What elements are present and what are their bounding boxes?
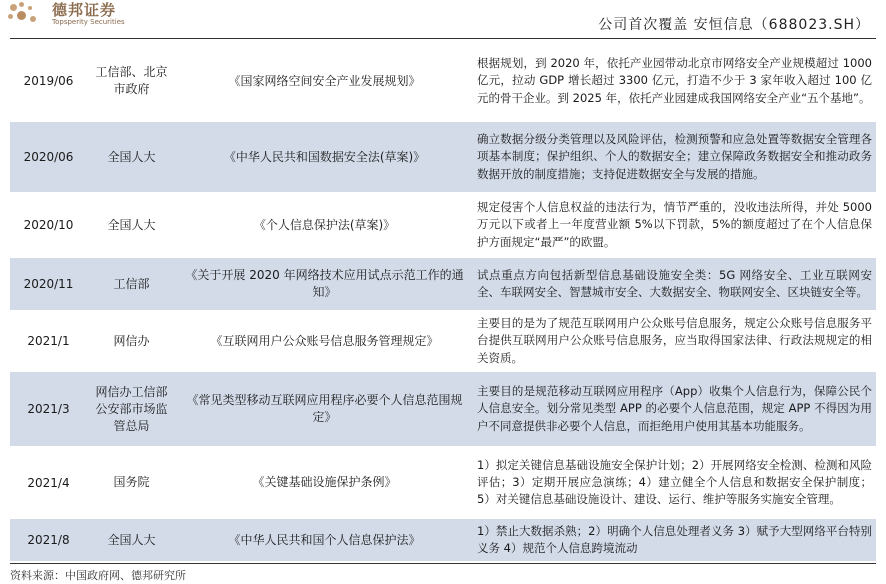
cell-policy-title: 《互联网用户公众账号信息服务管理规定》 xyxy=(210,333,439,348)
cell-content: 主要目的是规范移动互联网应用程序（App）收集个人信息行为，保障公民个人信息安全。划分常见类型 APP 的必要个人信息范围，规定 APP 不得因为用户不同意提供非必要个人信息，而拒绝用户使用其基本功能服务。 xyxy=(473,372,876,446)
table-row xyxy=(10,192,876,258)
cell-content: 规定侵害个人信息权益的违法行为，情节严重的，没收违法所得，并处 5000 万元以下或者上一年度营业额 5%以下罚款，5%的额度超过了在个人信息保护方面规定“最严”的欧盟。 xyxy=(477,200,872,249)
cell-policy-title: 《关于开展 2020 年网络技术应用试点示范工作的通知》 xyxy=(176,258,473,310)
cell-policy-title: 《常见类型移动互联网应用程序必要个人信息范围规定》 xyxy=(176,372,473,446)
report-title: 公司首次覆盖 安恒信息（688023.SH） xyxy=(598,17,870,33)
cell-content: 确立数据分级分类管理以及风险评估，检测预警和应急处置等数据安全管理各项基本制度；保护组织、个人的数据安全；建立保障政务数据安全和推动政务数据开放的制度措施；支持促进数据安全与发展的措施。 xyxy=(473,122,876,192)
cell-department: 工信部 xyxy=(87,258,176,310)
logo-text xyxy=(52,2,125,27)
cell-department: 全国人大 xyxy=(107,217,156,232)
cell-department: 工信部、北京市政府 xyxy=(95,65,168,96)
cell-content: 1）拟定关键信息基础设施安全保护计划；2）开展网络安全检测、检测和风险评估；3）定期开展应急演练；4）建立健全个人信息和数据安全保护制度；5）对关键信息基础设施设计、建设、运行、维护等服务实施安全管理。 xyxy=(477,457,872,507)
cell-department: 全国人大 xyxy=(87,122,176,192)
bottom-divider xyxy=(10,563,876,564)
policy-table xyxy=(10,40,876,561)
table-row xyxy=(10,310,876,372)
cell-date: 2019/06 xyxy=(23,74,74,88)
cell-policy-title: 《国家网络空间安全产业发展规划》 xyxy=(228,73,421,88)
cell-content: 主要目的是为了规范互联网用户公众账号信息服务，规定公众账号信息服务平台提供互联网用户公众账号信息服务，应当取得国家法律、行政法规规定的相关资质。 xyxy=(477,316,872,365)
table-row xyxy=(10,40,876,122)
table-row xyxy=(10,258,876,310)
table-row xyxy=(10,372,876,446)
cell-content: 根据规划，到 2020 年，依托产业园带动北京市网络安全产业规模超过 1000 亿元，拉动 GDP 增长超过 3300 亿元，打造不少于 3 家年收入超过 100 亿元的骨干企业。到 2025 年，依托产业园建成我国网络安全产业“五个基地”。 xyxy=(477,56,872,105)
cell-date: 2020/06 xyxy=(10,122,87,192)
cell-date: 2021/8 xyxy=(10,519,87,561)
logo-cn: 德邦证券 xyxy=(52,1,117,19)
logo-mark-icon xyxy=(8,2,48,26)
cell-content: 1）禁止大数据杀熟；2）明确个人信息处理者义务 3）赋予大型网络平台特别义务 4）规范个人信息跨境流动 xyxy=(473,519,876,561)
cell-policy-title: 《中华人民共和国个人信息保护法》 xyxy=(176,519,473,561)
cell-department: 网信办工信部公安部市场监管总局 xyxy=(87,372,176,446)
cell-department: 全国人大 xyxy=(87,519,176,561)
table-row xyxy=(10,122,876,192)
logo-en: Topsperity Securities xyxy=(52,18,125,26)
cell-department: 网信办 xyxy=(113,333,150,348)
cell-date: 2020/10 xyxy=(23,218,74,232)
cell-date: 2021/4 xyxy=(27,475,70,490)
cell-policy-title: 《个人信息保护法(草案)》 xyxy=(253,217,396,232)
cell-date: 2020/11 xyxy=(10,258,87,310)
cell-date: 2021/1 xyxy=(27,334,70,348)
source-note: 资料来源：中国政府网、德邦研究所 xyxy=(10,569,186,582)
table-row xyxy=(10,519,876,561)
table-row xyxy=(10,446,876,519)
cell-policy-title: 《中华人民共和国数据安全法(草案)》 xyxy=(176,122,473,192)
cell-content: 试点重点方向包括新型信息基础设施安全类：5G 网络安全、工业互联网安全、车联网安全、智慧城市安全、大数据安全、物联网安全、区块链安全等。 xyxy=(473,258,876,310)
cell-policy-title: 《关键基础设施保护条例》 xyxy=(252,475,397,489)
cell-department: 国务院 xyxy=(113,475,150,489)
company-logo xyxy=(8,2,125,27)
cell-date: 2021/3 xyxy=(10,372,87,446)
top-divider xyxy=(10,38,876,39)
